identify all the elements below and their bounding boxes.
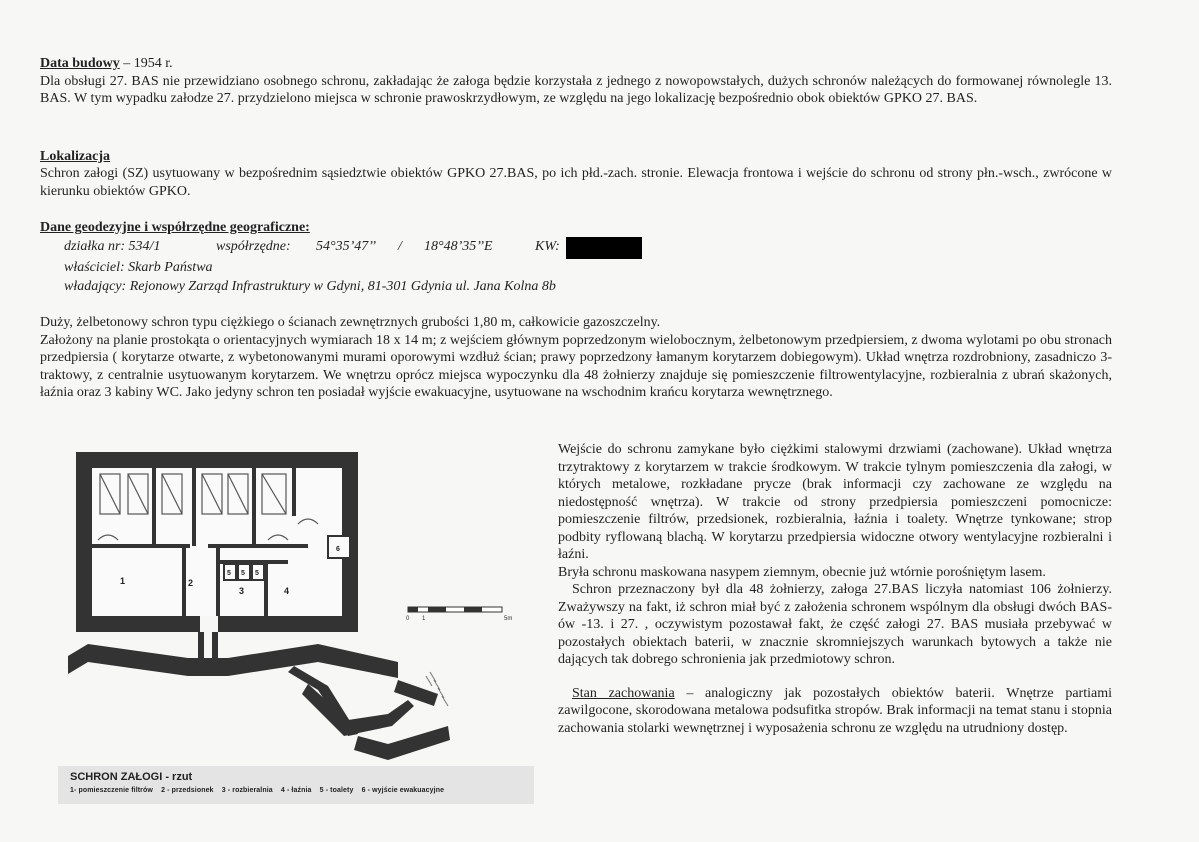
room-label-5a: 5 — [227, 570, 231, 577]
scale-one: 1 — [422, 616, 426, 622]
build-section — [40, 55, 1112, 108]
room-label-5b: 5 — [241, 570, 245, 577]
geo-owner: właściciel: Skarb Państwa — [64, 260, 213, 275]
room-label-5c: 5 — [255, 570, 259, 577]
location-section — [40, 149, 1112, 200]
room-label-6: 6 — [336, 546, 340, 553]
description-section — [40, 314, 1112, 402]
location-heading: Lokalizacja — [40, 149, 110, 164]
redaction-box — [566, 237, 642, 259]
right-paragraph-2: Bryła schronu maskowana nasypem ziemnym, obecnie już wtórnie porośniętym lasem. — [558, 564, 1046, 580]
description-paragraph-2: Założony na planie prostokąta o orientacyjnych wymiarach 18 x 14 m; z wejściem głównym poprzedzonym wielobocznym, żelbetonowym przedpiersiem, z dwoma wylotami po obu stronach przedpiersia ( korytarze otwarte, z wybetonowanymi murami oporowymi wzdłuż ścian; prawy poprzedzony łamanym korytarzem dobiegowym). Układ wnętrza rozdrobniony, zasadniczo 3-traktowy, z centralnie usytuowanym korytarzem. We wnętrzu oprócz miejsca wypoczynku dla 48 żołnierzy znajduje się pomieszczenie filtrowentylacyjne, rozbieralnia z ubrań skażonych, łaźnia oraz 3 kabiny WC. Jako jedyny schron ten posiadał wyjście ewakuacyjne, usytuowane na wschodnim krańcu korytarza wewnętrznego. — [40, 332, 1112, 400]
scale-zero: 0 — [406, 616, 410, 622]
scale-bar — [404, 604, 524, 622]
build-paragraph: Dla obsługi 27. BAS nie przewidziano osobnego schronu, zakładając że załoga będzie korzystała z jednego z nowopowstałych, dużych schronów należących do formowanej równolegle 13. BAS. W tym wypadku załodze 27. przydzielono miejsca w schronie prawoskrzydłowym, ze względu na jego lokalizację bezpośrednio obok obiektów GPKO 27. BAS. — [40, 73, 1112, 106]
build-year: – 1954 r. — [119, 56, 173, 71]
location-paragraph: Schron załogi (SZ) usytuowany w bezpośrednim sąsiedztwie obiektów GPKO 27.BAS, po ich płd.-zach. stronie. Elewacja frontowa i wejście do schronu od strony płn.-wsch., zwrócone w kierunku obiektów GPKO. — [40, 166, 1112, 199]
room-label-2: 2 — [188, 578, 194, 588]
description-paragraph-1: Duży, żelbetonowy schron typu ciężkiego o ścianach zewnętrznych grubości 1,80 m, całkowicie gazoszczelny. — [40, 315, 661, 330]
room-label-4: 4 — [284, 586, 290, 596]
geo-lon: 18°48’35’’E — [424, 239, 493, 254]
build-heading-line — [40, 55, 1112, 73]
geo-kw: KW: — [535, 239, 560, 254]
room-label-1: 1 — [120, 576, 126, 586]
geo-coords-label: współrzędne: — [216, 239, 291, 254]
state-heading: Stan zachowania — [572, 685, 675, 701]
room-label-3: 3 — [239, 586, 245, 596]
right-paragraph-1: Wejście do schronu zamykane było ciężkimi stalowymi drzwiami (zachowane). Układ wnętrza trzytraktowy z korytarzem w trakcie środkowym. W trakcie tylnym pomieszczenia dla załogi, w których metalowe, rozkładane prycze (brak informacji czy zachowane ze względu na niedostępność wnętrza). W trakcie od strony przedpiersia pomieszczeni pomocnicze: pomieszczenie filtrów, przedsionek, rozbieralnia, łaźnia i toalety. Wnętrze tynkowane; strop podbity ryflowaną blachą. W korytarzu przedpiersia widoczne otwory wentylacyjne rozbieralni i łaźni. — [558, 442, 1112, 562]
geo-section — [40, 220, 1112, 236]
plan-caption — [58, 766, 534, 804]
state-text: – analogiczny jak pozostałych obiektów baterii. Wnętrze partiami zawilgocone, skorodowana metalowa podsufitka stropów. Brak informacji na temat stanu i stopnia zachowania stolarki wewnętrznej i wyposażenia schronu ze względu na utrudniony dostęp. — [558, 685, 1112, 736]
geo-heading: Dane geodezyjne i współrzędne geograficzne: — [40, 220, 310, 235]
geo-parcel: działka nr: 534/1 — [64, 239, 161, 254]
geo-manager: władający: Rejonowy Zarząd Infrastruktury w Gdyni, 81-301 Gdynia ul. Jana Kolna 8b — [64, 279, 556, 294]
right-column — [558, 441, 1112, 737]
state-paragraph — [558, 685, 1112, 738]
right-paragraph-3: Schron przeznaczony był dla 48 żołnierzy, załoga 27.BAS liczyła natomiast 106 żołnierzy. Zważywszy na fakt, iż schron miał być z założenia schronem wspólnym dla obsługi dwóch BAS-ów -13. i 27. , oczywistym pozostawał fakt, że część załogi 27. BAS musiała przebywać w pozostałych obiektach baterii, w znacznie skromniejszych warunkach bytowych a także nie dających tak dobrego schronienia jak przedmiotowy schron. — [558, 582, 1112, 667]
build-heading: Data budowy — [40, 56, 120, 71]
plan-caption-legend: 1- pomieszczenie filtrów 2 - przedsionek 3 - rozbieralnia 4 - łaźnia 5 - toalety 6 - wyjście ewakuacyjne — [70, 787, 445, 794]
scale-end: 5m — [504, 616, 513, 622]
geo-separator: / — [398, 239, 402, 254]
plan-caption-title: SCHRON ZAŁOGI - rzut — [70, 771, 193, 783]
geo-lat: 54°35’47’’ — [316, 239, 377, 254]
